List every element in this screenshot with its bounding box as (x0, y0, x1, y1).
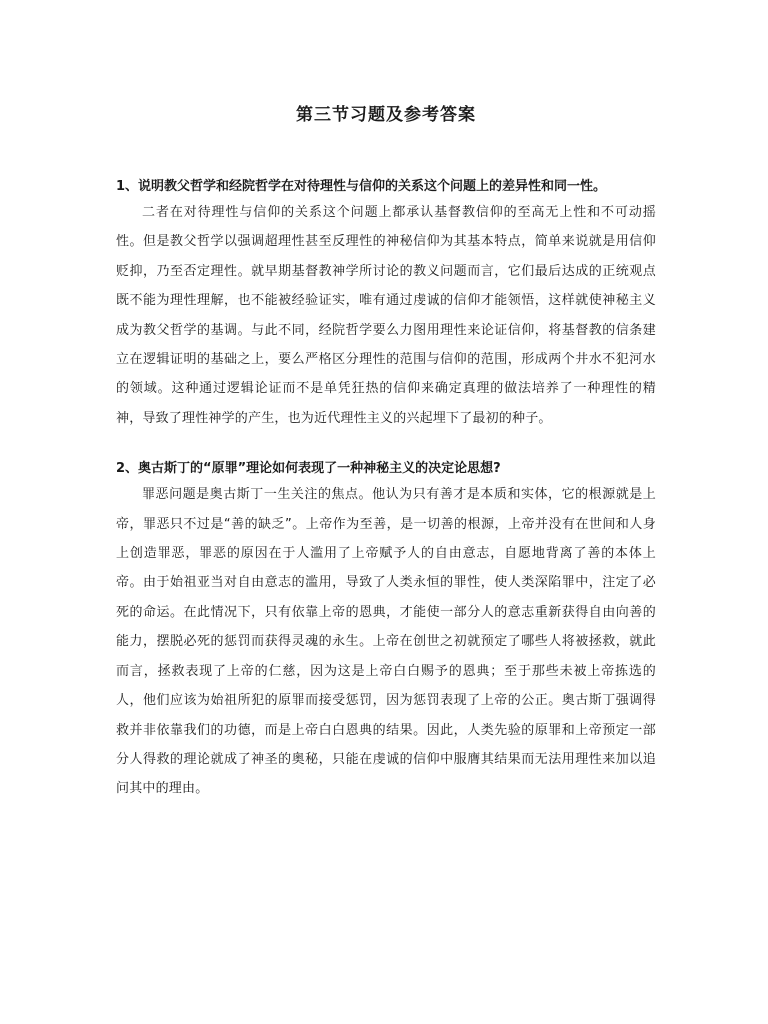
answer-paragraph: 二者在对待理性与信仰的关系这个问题上都承认基督教信仰的至高无上性和不可动摇性。但是教父哲学以强调超理性甚至反理性的神秘信仰为其基本特点，简单来说就是用信仰贬抑，乃至否定理性。就早期基督教神学所讨论的教义问题而言，它们最后达成的正统观点既不能为理性理解，也不能被经验证实，唯有通过虔诚的信仰才能领悟，这样就使神秘主义成为教父哲学的基调。与此不同，经院哲学要么力图用理性来论证信仰，将基督教的信条建立在逻辑证明的基础之上，要么严格区分理性的范围与信仰的范围，形成两个井水不犯河水的领域。这种通过逻辑论证而不是单凭狂热的信仰来确定真理的做法培养了一种理性的精神，导致了理性神学的产生，也为近代理性主义的兴起埋下了最初的种子。 (116, 205, 656, 426)
question-section-1 (116, 177, 656, 433)
question-section-2 (116, 459, 656, 803)
question-heading: 1、说明教父哲学和经院哲学在对待理性与信仰的关系这个问题上的差异性和同一性。 (116, 179, 607, 194)
answer-paragraph: 罪恶问题是奥古斯丁一生关注的焦点。他认为只有善才是本质和实体，它的根源就是上帝，罪恶只不过是“善的缺乏”。上帝作为至善，是一切善的根源，上帝并没有在世间和人身上创造罪恶，罪恶的原因在于人滥用了上帝赋予人的自由意志，自愿地背离了善的本体上帝。由于始祖亚当对自由意志的滥用，导致了人类永恒的罪性，使人类深陷罪中，注定了必死的命运。在此情况下，只有依靠上帝的恩典，才能使一部分人的意志重新获得自由向善的能力，摆脱必死的惩罚而获得灵魂的永生。上帝在创世之初就预定了哪些人将被拯救，就此而言，拯救表现了上帝的仁慈，因为这是上帝白白赐予的恩典；至于那些未被上帝拣选的人，他们应该为始祖所犯的原罪而接受惩罚，因为惩罚表现了上帝的公正。奥古斯丁强调得救并非依靠我们的功德，而是上帝白白恩典的结果。因此，人类先验的原罪和上帝预定一部分人得救的理论就成了神圣的奥秘，只能在虔诚的信仰中服膺其结果而无法用理性来加以追问其中的理由。 (116, 487, 656, 797)
question-heading: 2、奥古斯丁的“原罪”理论如何表现了一种神秘主义的决定论思想? (116, 461, 501, 477)
page-title: 第三节习题及参考答案 (296, 105, 476, 125)
